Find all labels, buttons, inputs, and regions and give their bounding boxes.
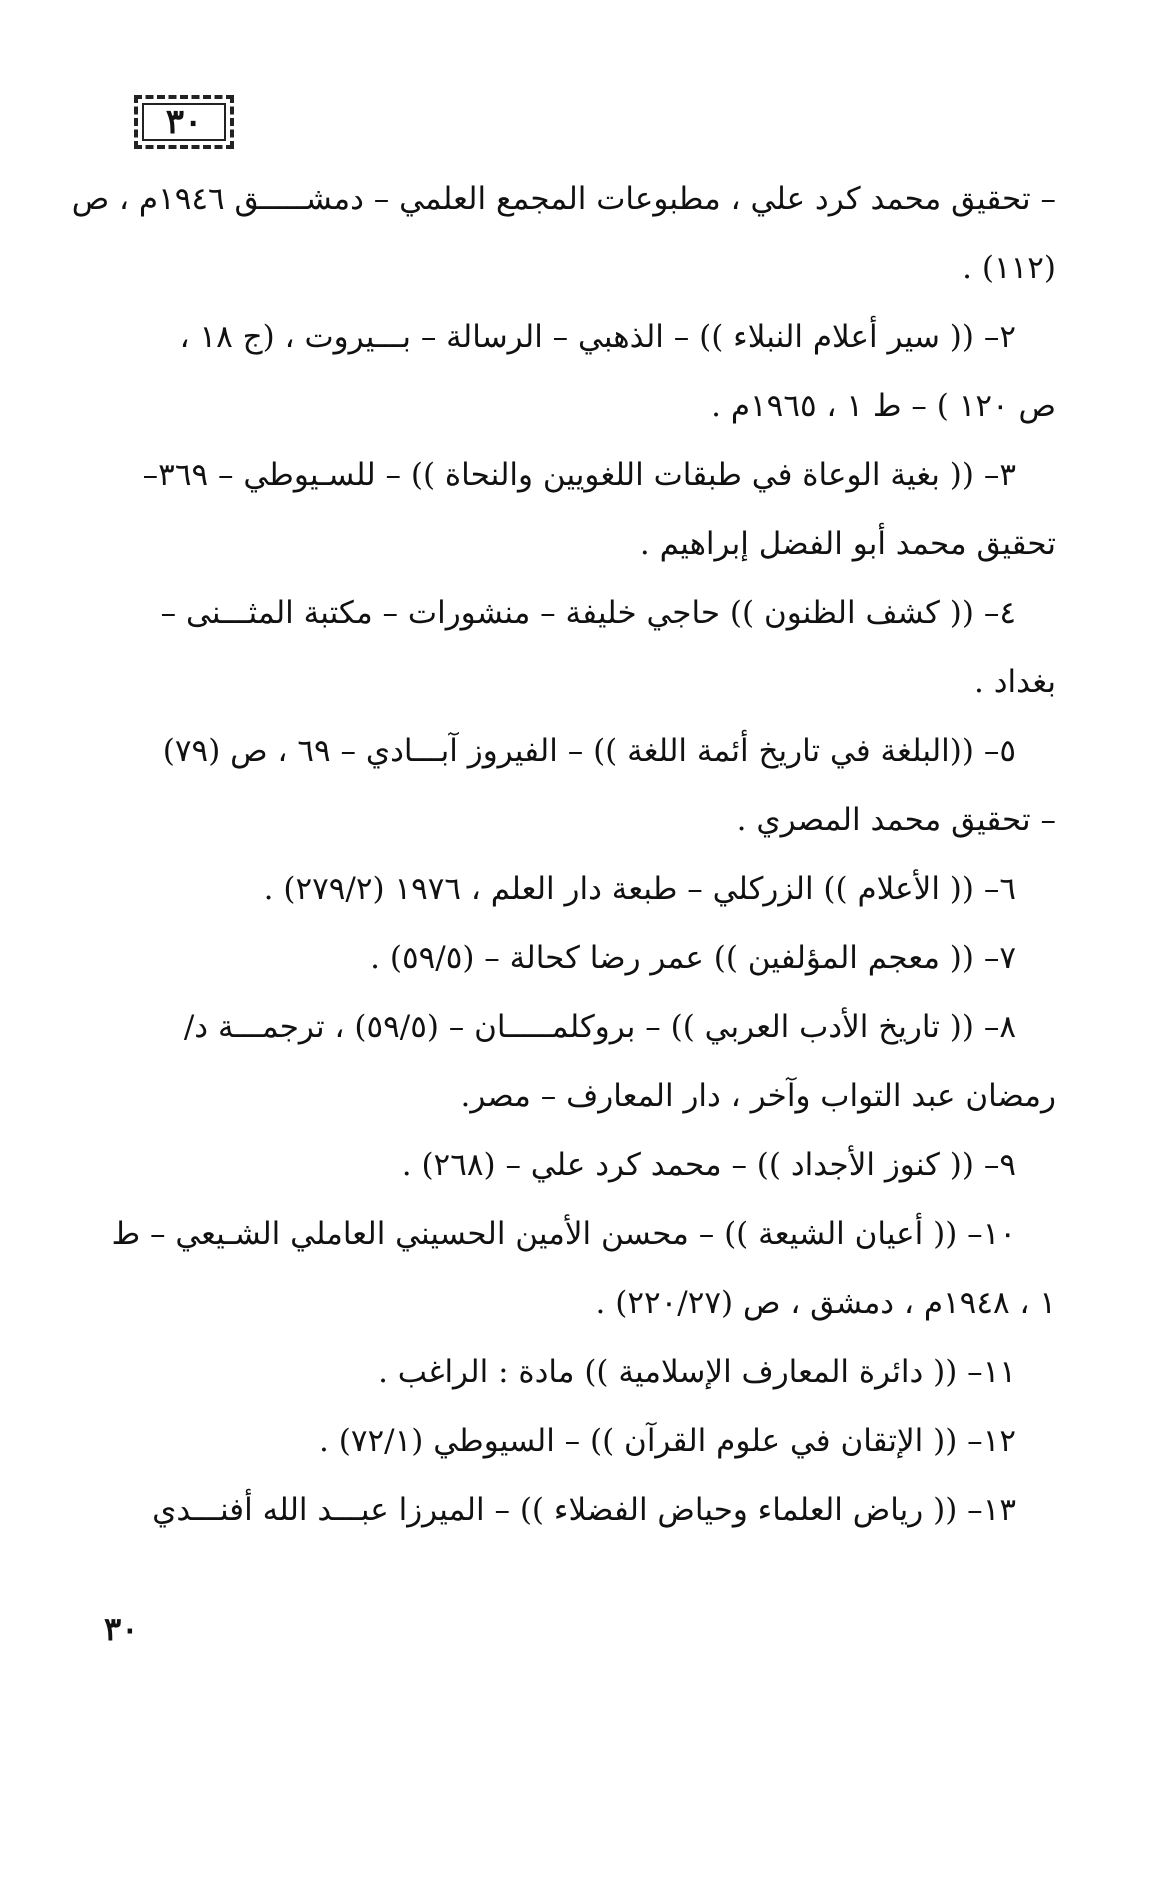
reference-item: ٥– ((البلغة في تاريخ أئمة اللغة )) – الفيروز آبـــادي – ٦٩ ، ص (٧٩) [162, 733, 1016, 769]
reference-item: ٣– (( بغية الوعاة في طبقات اللغويين والنحاة )) – للسـيوطي – ٣٦٩– [142, 457, 1016, 493]
page-number-box-text: ٣٠ [165, 102, 203, 142]
text-line: ص ١٢٠ ) – ط ١ ، ١٩٦٥م . [711, 388, 1056, 424]
reference-item: ٨– (( تاريخ الأدب العربي )) – بروكلمـــــان – (٥٩/٥) ، ترجمـــة د/ [183, 1009, 1016, 1045]
text-line: بغداد . [974, 664, 1056, 700]
reference-item: ١٠– (( أعيان الشيعة )) – محسن الأمين الحسيني العاملي الشـيعي – ط [111, 1216, 1016, 1252]
reference-item: ٤– (( كشف الظنون )) حاجي خليفة – منشورات – مكتبة المثـــنى – [160, 595, 1016, 631]
footer-page-number: ٣٠ [104, 1610, 139, 1648]
text-line: (١١٢) . [962, 250, 1056, 286]
text-line: رمضان عبد التواب وآخر ، دار المعارف – مصر. [460, 1078, 1056, 1114]
page-number-box [134, 95, 234, 149]
text-line: تحقيق محمد أبو الفضل إبراهيم . [639, 526, 1056, 562]
reference-item: ١٣– (( رياض العلماء وحياض الفضلاء )) – الميرزا عبـــد الله أفنـــدي [152, 1492, 1016, 1528]
text-line: – تحقيق محمد كرد علي ، مطبوعات المجمع العلمي – دمشـــــق ١٩٤٦م ، ص [71, 181, 1056, 217]
reference-item: ٦– (( الأعلام )) الزركلي – طبعة دار العلم ، ١٩٧٦ (٢٧٩/٢) . [263, 871, 1016, 907]
reference-item: ٢– (( سير أعلام النبلاء )) – الذهبي – الرسالة – بـــيروت ، (ج ١٨ ، [179, 319, 1016, 355]
text-line: – تحقيق محمد المصري . [736, 802, 1056, 838]
reference-item: ١١– (( دائرة المعارف الإسلامية )) مادة : الراغب . [378, 1354, 1016, 1390]
text-line: ١ ، ١٩٤٨م ، دمشق ، ص (٢٢٠/٢٧) . [595, 1285, 1056, 1321]
references-list [71, 165, 1056, 1545]
reference-item: ٩– (( كنوز الأجداد )) – محمد كرد علي – (٢٦٨) . [401, 1147, 1016, 1183]
reference-item: ٧– (( معجم المؤلفين )) عمر رضا كحالة – (٥٩/٥) . [370, 940, 1016, 976]
reference-item: ١٢– (( الإتقان في علوم القرآن )) – السيوطي (٧٢/١) . [319, 1423, 1016, 1459]
